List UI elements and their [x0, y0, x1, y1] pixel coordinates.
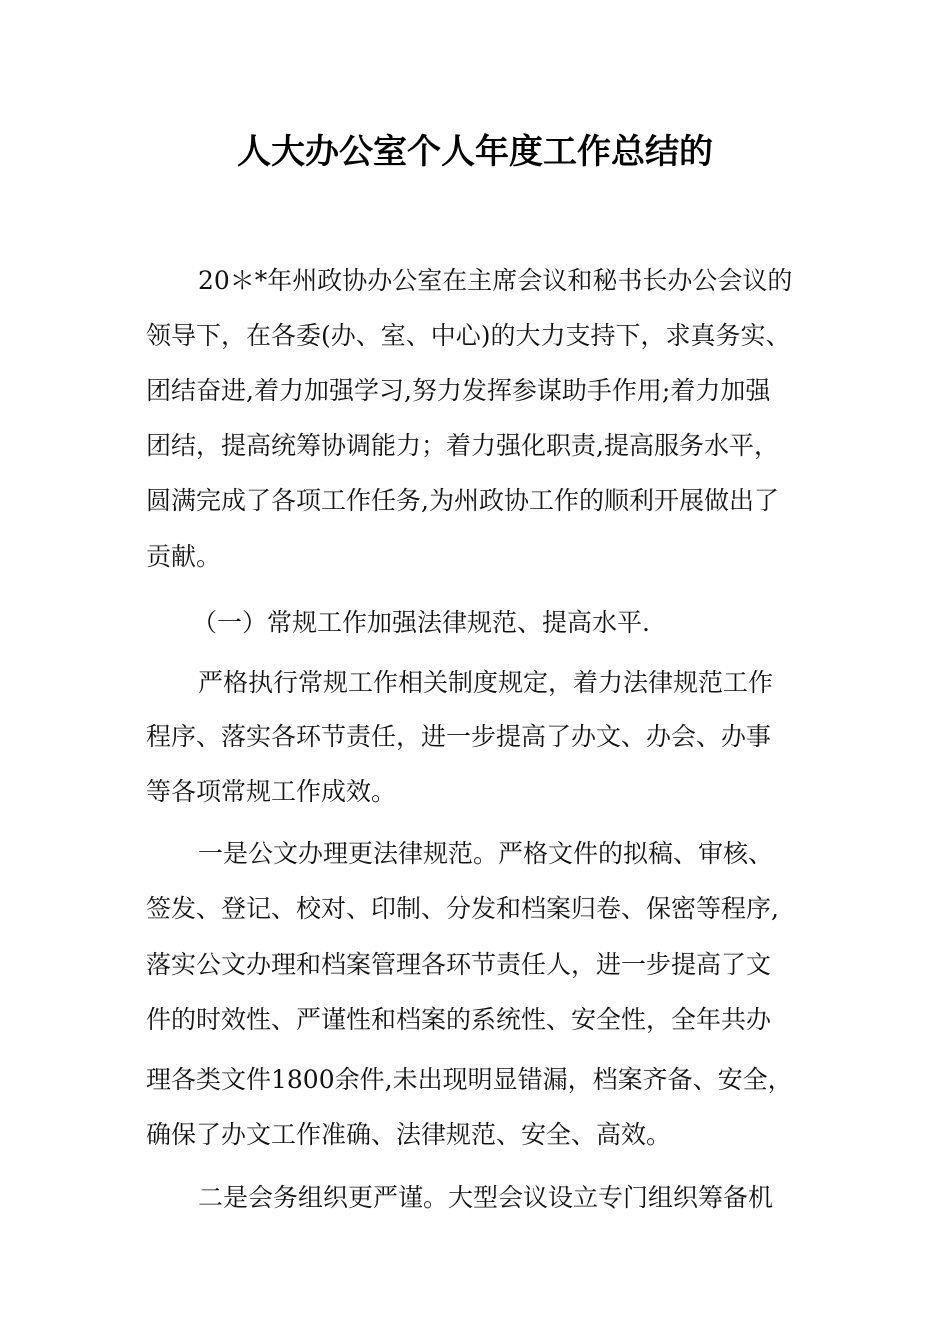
text-line: 程序、落实各环节责任，进一步提高了办文、办会、办事 — [146, 722, 772, 751]
text-line: 二是会务组织更严谨。大型会议设立专门组织筹备机 — [198, 1183, 774, 1212]
text-line: 确保了办文工作准确、法律规范、安全、高效。 — [146, 1120, 672, 1149]
text-line: 件的时效性、严谨性和档案的系统性、安全性，全年共办 — [146, 1005, 772, 1034]
text-line: 落实公文办理和档案管理各环节责任人，进一步提高了文 — [146, 950, 772, 979]
text-line: 团结奋进,着力加强学习,努力发挥参谋助手作用;着力加强 — [146, 376, 771, 405]
text-line: 领导下，在各委(办、室、中心)的大力支持下，求真务实、 — [146, 321, 791, 350]
text-line: 一是公文办理更法律规范。严格文件的拟稿、审核、 — [198, 839, 774, 868]
text-line: 贡献。 — [146, 542, 222, 571]
text-line: 理各类文件1800余件,未出现明显错漏，档案齐备、安全， — [146, 1065, 793, 1094]
text-line: 严格执行常规工作相关制度规定，着力法律规范工作 — [198, 668, 774, 697]
section-heading: （一）常规工作加强法律规范、提高水平. — [192, 608, 650, 637]
document-title: 人大办公室个人年度工作总结的 — [237, 132, 713, 172]
text-line: 签发、登记、校对、印制、分发和档案归卷、保密等程序, — [146, 894, 779, 923]
text-line: 圆满完成了各项工作任务,为州政协工作的顺利开展做出了 — [146, 486, 779, 515]
text-line: 团结，提高统筹协调能力；着力强化职责,提高服务水平， — [146, 431, 779, 460]
text-line: 等各项常规工作成效。 — [146, 777, 397, 806]
text-line: 20＊*年州政协办公室在主席会议和秘书长办公会议的 — [198, 266, 793, 295]
